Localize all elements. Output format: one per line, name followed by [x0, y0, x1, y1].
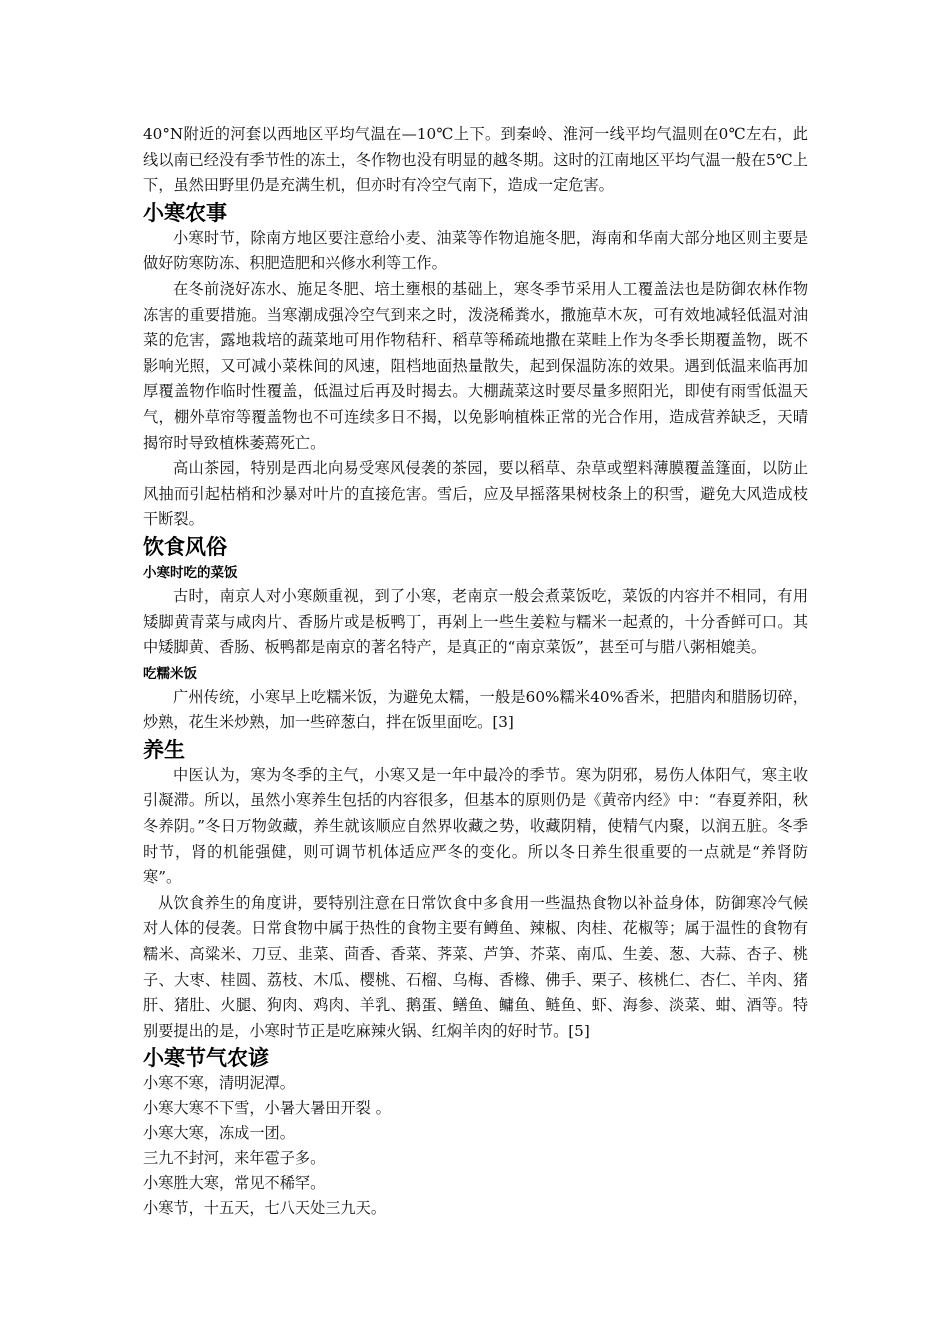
proverb-item: 小寒大寒不下雪，小暑大暑田开裂 。 [143, 1099, 391, 1118]
proverb-item: 小寒大寒，冻成一团。 [143, 1124, 295, 1143]
heading-farming: 小寒农事 [143, 200, 227, 225]
intro-paragraph: 40°N附近的河套以西地区平均气温在—10℃上下。到秦岭、淮河一线平均气温则在0℃左右，此线以南已经没有季节性的冻土，冬作物也没有明显的越冬期。这时的江南地区平均气温一般在5℃上下，虽然田野里仍是充满生机，但亦时有冷空气南下，造成一定危害。 [143, 125, 808, 195]
farming-paragraph-1: 小寒时节，除南方地区要注意给小麦、油菜等作物追施冬肥，海南和华南大部分地区则主要是做好防寒防冻、积肥造肥和兴修水利等工作。 [143, 228, 808, 273]
proverb-item: 三九不封河，来年雹子多。 [143, 1149, 326, 1168]
health-paragraph-2: 从饮食养生的角度讲，要特别注意在日常饮食中多食用一些温热食物以补益身体，防御寒冷气候对人体的侵袭。日常食物中属于热性的食物主要有鳟鱼、辣椒、肉桂、花椒等；属于温性的食物有糯米、高粱米、刀豆、韭菜、茴香、香菜、荠菜、芦笋、芥菜、南瓜、生姜、葱、大蒜、杏子、桃子、大枣、桂圆、荔枝、木瓜、樱桃、石榴、乌梅、香橼、佛手、栗子、核桃仁、杏仁、羊肉、猪肝、猪肚、火腿、狗肉、鸡肉、羊乳、鹅蛋、鳝鱼、鳙鱼、鲢鱼、虾、海参、淡菜、蚶、酒等。特别要提出的是，小寒时节正是吃麻辣火锅、红焖羊肉的好时节。[5] [143, 893, 808, 1040]
proverb-item: 小寒节，十五天，七八天处三九天。 [143, 1199, 386, 1218]
heading-proverbs: 小寒节气农谚 [143, 1046, 269, 1071]
glutinous-rice-paragraph: 广州传统，小寒早上吃糯米饭，为避免太糯，一般是60%糯米40%香米，把腊肉和腊肠切碎，炒熟，花生米炒熟，加一些碎葱白，拌在饭里面吃。[3] [143, 687, 808, 732]
document-page [143, 122, 808, 1221]
proverb-item: 小寒不寒，清明泥潭。 [143, 1074, 295, 1093]
proverb-list [143, 1071, 808, 1221]
heading-health: 养生 [143, 737, 185, 762]
farming-paragraph-2: 在冬前浇好冻水、施足冬肥、培土壅根的基础上，寒冬季节采用人工覆盖法也是防御农林作物冻害的重要措施。当寒潮成强冷空气到来之时，泼浇稀粪水，撒施草木灰，可有效地减轻低温对油菜的危害，露地栽培的蔬菜地可用作物秸秆、稻草等稀疏地撒在菜畦上作为冬季长期覆盖物，既不影响光照，又可减小菜株间的风速，阻档地面热量散失，起到保温防冻的效果。遇到低温来临再加厚覆盖物作临时性覆盖，低温过后再及时揭去。大棚蔬菜这时要尽量多照阳光，即使有雨雪低温天气，棚外草帘等覆盖物也不可连续多日不揭，以免影响植株正常的光合作用，造成营养缺乏，天晴揭帘时导致植株萎蔫死亡。 [143, 279, 808, 452]
health-paragraph-1: 中医认为，寒为冬季的主气，小寒又是一年中最冷的季节。寒为阴邪，易伤人体阳气，寒主收引凝滞。所以，虽然小寒养生包括的内容很多，但基本的原则仍是《黄帝内经》中：“春夏养阳，秋冬养阴。”冬日万物敛藏，养生就该顺应自然界收藏之势，收藏阴精，使精气内聚，以润五脏。冬季时节，肾的机能强健，则可调节机体适应严冬的变化。所以冬日养生很重要的一点就是“养肾防寒”。 [143, 765, 808, 887]
heading-food: 饮食风俗 [143, 534, 227, 559]
subheading-vegetable-rice: 小寒时吃的菜饭 [143, 564, 238, 581]
subheading-glutinous-rice: 吃糯米饭 [143, 665, 197, 682]
vegetable-rice-paragraph: 古时，南京人对小寒颇重视，到了小寒，老南京一般会煮菜饭吃，菜饭的内容并不相同，有用矮脚黄青菜与咸肉片、香肠片或是板鸭丁，再剁上一些生姜粒与糯米一起煮的，十分香鲜可口。其中矮脚黄、香肠、板鸭都是南京的著名特产，是真正的“南京菜饭”，甚至可与腊八粥相媲美。 [143, 586, 808, 657]
farming-paragraph-3: 高山茶园，特别是西北向易受寒风侵袭的茶园，要以稻草、杂草或塑料薄膜覆盖篷面，以防止风抽而引起枯梢和沙暴对叶片的直接危害。雪后，应及早摇落果树枝条上的积雪，避免大风造成枝干断裂。 [143, 459, 808, 529]
proverb-item: 小寒胜大寒，常见不稀罕。 [143, 1174, 326, 1193]
